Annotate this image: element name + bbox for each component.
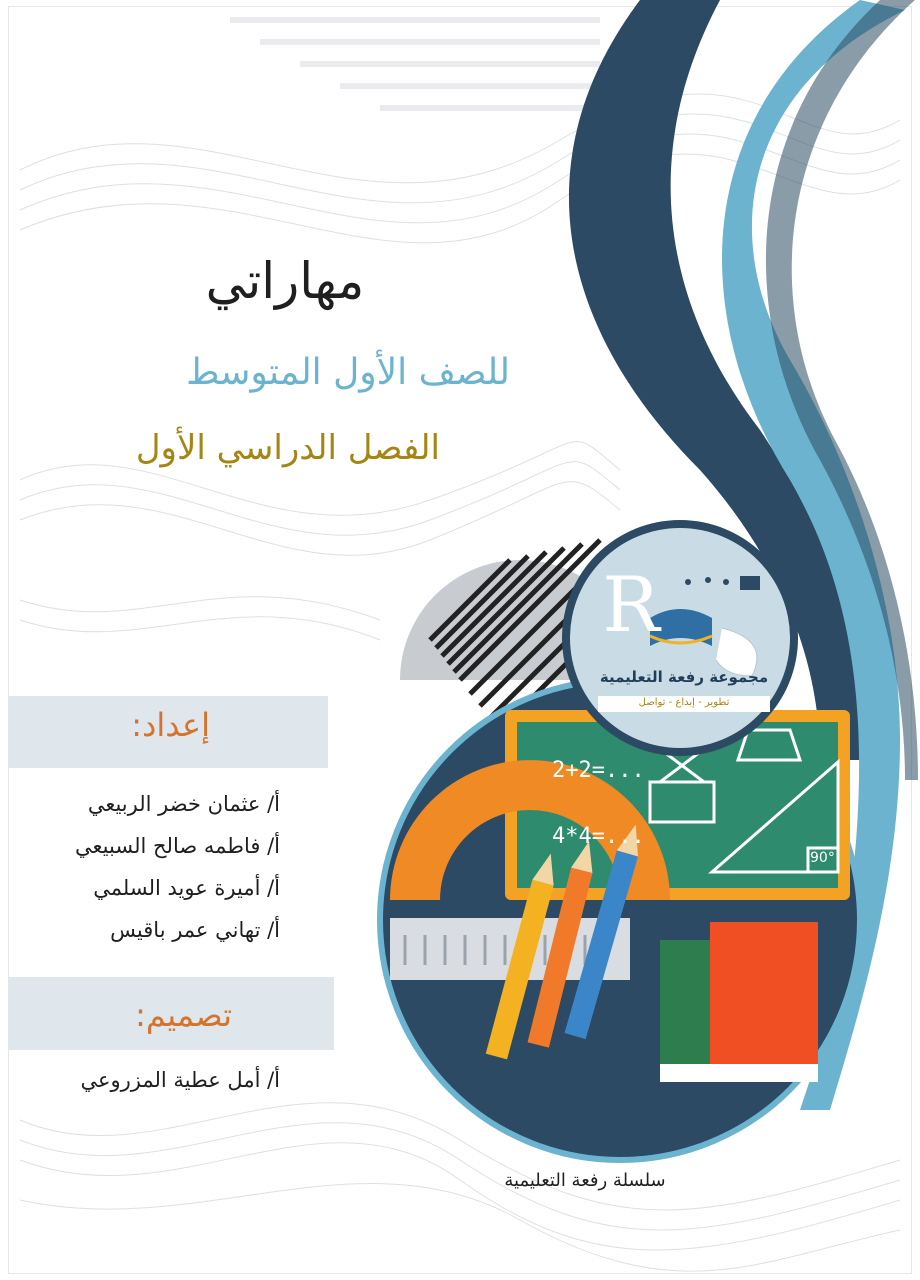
board-equation-2: 4*4=... (552, 824, 645, 849)
logo-name: مجموعة رفعة التعليمية (599, 668, 769, 686)
logo-tagline: تطوير - إبداع - تواصل (638, 697, 730, 708)
term-subtitle: الفصل الدراسي الأول (135, 428, 440, 468)
book-title: مهاراتي (205, 252, 365, 310)
preparation-label: إعداد: (131, 706, 210, 744)
author-4: أ/ تهاني عمر باقيس (110, 918, 280, 942)
board-angle-label: 90° (810, 850, 835, 866)
book-red (710, 922, 818, 1064)
author-3: أ/ أميرة عويد السلمي (93, 876, 280, 900)
top-stripes (230, 20, 600, 108)
designer-name: أ/ أمل عطية المزروعي (80, 1068, 280, 1092)
board-equation-1: 2+2=... (552, 758, 645, 783)
logo-letter: R (602, 560, 660, 649)
design-label: تصميم: (135, 996, 232, 1034)
author-1: أ/ عثمان خضر الربيعي (87, 792, 280, 816)
author-2: أ/ فاطمه صالح السبيعي (75, 834, 280, 858)
grade-subtitle: للصف الأول المتوسط (186, 352, 510, 393)
book-pages (660, 1064, 818, 1082)
series-footer: سلسلة رفعة التعليمية (504, 1170, 666, 1191)
